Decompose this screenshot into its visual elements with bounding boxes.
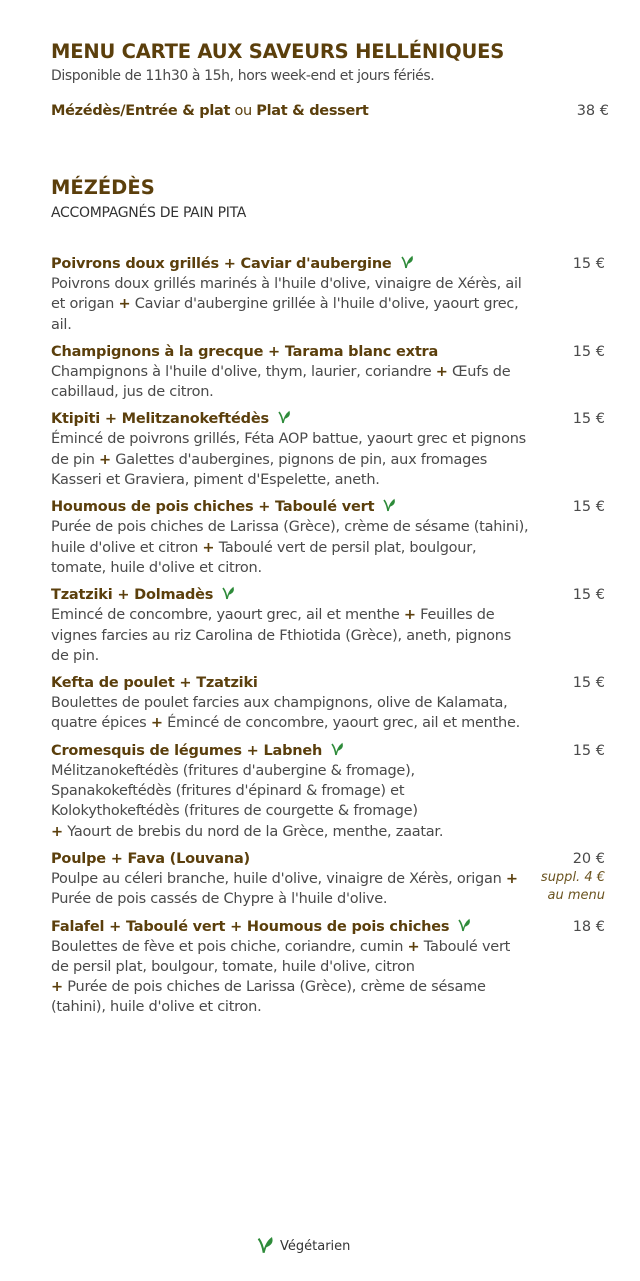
item-price: 15 € <box>572 675 605 692</box>
item-name-text: Champignons à la grecque + Tarama blanc extra <box>51 343 439 360</box>
item-description <box>51 517 529 578</box>
plus-separator: + <box>118 296 131 313</box>
item-name-text: Poulpe + Fava (Louvana) <box>51 850 250 867</box>
legend-label: Végétarien <box>280 1239 351 1254</box>
item-description-part: Œufs de cabillaud, jus de citron. <box>51 363 511 401</box>
item-name-text: Houmous de pois chiches + Taboulé vert <box>51 499 375 516</box>
item-name <box>51 409 611 429</box>
menu-item <box>51 497 611 578</box>
item-description-part: Purée de pois chiches de Larissa (Grèce), crème de sésame (tahini), huile d'olive et citron. <box>51 979 486 1016</box>
menu-title: MENU CARTE AUX SAVEURS HELLÉNIQUES <box>51 40 505 63</box>
item-description <box>51 761 529 842</box>
formula-option-2: Plat & dessert <box>256 103 369 119</box>
item-name <box>51 497 611 517</box>
item-price: 15 € <box>572 587 605 604</box>
item-name <box>51 917 611 937</box>
vegetarian-sprout-icon <box>330 742 344 756</box>
item-name <box>51 849 611 869</box>
plus-separator: + <box>202 539 215 556</box>
item-name-text: Ktipiti + Melitzanokeftédès <box>51 411 269 428</box>
plus-separator: + <box>150 715 163 732</box>
item-name <box>51 585 611 605</box>
plus-separator: + <box>403 607 416 624</box>
item-name-text: Tzatziki + Dolmadès <box>51 587 214 604</box>
item-name-text: Cromesquis de légumes + Labneh <box>51 742 323 759</box>
plus-separator: + <box>51 979 63 996</box>
menu-item <box>51 917 611 1018</box>
item-description-part: Boulettes de fève et pois chiche, coriandre, cumin <box>51 938 404 955</box>
menu-items-list <box>51 254 611 1025</box>
plus-separator: + <box>51 823 63 840</box>
item-description-part: Émincé de poivrons grillés, Féta AOP battue, yaourt grec et pignons de pin <box>51 431 526 468</box>
supplement-note: au menu <box>547 887 605 903</box>
item-description-part: Feuilles de vignes farcies au riz Carolina de Fthiotida (Grèce), aneth, pignons de pin. <box>51 607 512 664</box>
item-description-part: Caviar d'aubergine grillée à l'huile d'olive, yaourt grec, ail. <box>51 296 519 333</box>
menu-formula <box>51 103 369 119</box>
item-name-text: Poivrons doux grillés + Caviar d'aubergine <box>51 256 392 272</box>
formula-price: 38 € <box>576 103 609 119</box>
vegetarian-sprout-icon <box>256 1236 274 1254</box>
vegetarian-sprout-icon <box>382 498 396 512</box>
item-name <box>51 342 611 362</box>
item-price: 15 € <box>572 499 605 516</box>
item-price: 15 € <box>572 343 605 360</box>
vegetarian-sprout-icon <box>400 255 414 269</box>
item-description-part: Poulpe au céleri branche, huile d'olive, vinaigre de Xérès, origan <box>51 870 502 887</box>
formula-or: ou <box>234 103 252 119</box>
menu-item <box>51 585 611 666</box>
item-description <box>51 693 529 734</box>
item-description-part: Émincé de concombre, yaourt grec, ail et menthe. <box>167 715 521 732</box>
item-description-part: Emincé de concombre, yaourt grec, ail et menthe <box>51 607 400 624</box>
section-subtitle: ACCOMPAGNÉS DE PAIN PITA <box>51 205 247 221</box>
item-description-part: Champignons à l'huile d'olive, thym, laurier, coriandre <box>51 363 432 380</box>
item-name-text: Kefta de poulet + Tzatziki <box>51 675 258 692</box>
item-description <box>51 605 529 666</box>
item-name <box>51 741 611 761</box>
plus-separator: + <box>99 451 111 468</box>
item-description-part: Boulettes de poulet farcies aux champignons, olive de Kalamata, quatre épices <box>51 695 508 732</box>
item-price: 15 € <box>572 742 605 759</box>
item-description <box>51 429 529 490</box>
plus-separator: + <box>435 363 448 380</box>
item-supplement <box>541 869 605 905</box>
menu-item <box>51 254 611 335</box>
vegetarian-sprout-icon <box>277 410 291 424</box>
item-description <box>51 869 529 910</box>
vegetarian-sprout-icon <box>221 586 235 600</box>
item-name <box>51 254 611 274</box>
section-title: MÉZÉDÈS <box>51 176 155 199</box>
item-name-text: Falafel + Taboulé vert + Houmous de pois chiches <box>51 918 450 935</box>
item-description-part: Taboulé vert de persil plat, boulgour, tomate, huile d'olive et citron. <box>51 539 477 576</box>
menu-item <box>51 673 611 734</box>
item-name <box>51 673 611 693</box>
legend <box>256 1236 350 1254</box>
menu-item <box>51 741 611 842</box>
item-price: 18 € <box>572 918 605 935</box>
item-description-part: Purée de pois cassés de Chypre à l'huile d'olive. <box>51 891 388 908</box>
item-price: 20 € <box>572 850 605 867</box>
item-description <box>51 362 529 403</box>
menu-availability: Disponible de 11h30 à 15h, hors week-end et jours fériés. <box>51 68 435 84</box>
item-description <box>51 274 529 335</box>
vegetarian-sprout-icon <box>457 918 471 932</box>
menu-item <box>51 849 611 910</box>
item-description-part: Yaourt de brebis du nord de la Grèce, menthe, zaatar. <box>67 823 444 840</box>
item-description-part: Taboulé vert de persil plat, boulgour, tomate, huile d'olive, citron <box>51 938 511 975</box>
formula-option-1: Mézédès/Entrée & plat <box>51 103 231 119</box>
item-description-part: Mélitzanokeftédès (fritures d'aubergine & fromage), Spanakokeftédès (fritures d'épinard & fromage) et Kolokythokeftédès (fritures de courgette & fromage) <box>51 762 418 820</box>
item-price: 15 € <box>572 411 605 428</box>
item-description-part: Poivrons doux grillés marinés à l'huile d'olive, vinaigre de Xérès, ail et origan <box>51 276 522 313</box>
plus-separator: + <box>407 938 420 955</box>
item-description-part: Galettes d'aubergines, pignons de pin, aux fromages Kasseri et Graviera, piment d'Espelette, aneth. <box>51 451 488 489</box>
item-price: 15 € <box>572 256 605 272</box>
item-description <box>51 937 529 1018</box>
plus-separator: + <box>505 870 518 887</box>
item-description-part: Purée de pois chiches de Larissa (Grèce), crème de sésame (tahini), huile d'olive et citron <box>51 519 529 556</box>
menu-item <box>51 409 611 490</box>
supplement-amount: suppl. 4 € <box>540 869 605 885</box>
menu-item <box>51 342 611 403</box>
